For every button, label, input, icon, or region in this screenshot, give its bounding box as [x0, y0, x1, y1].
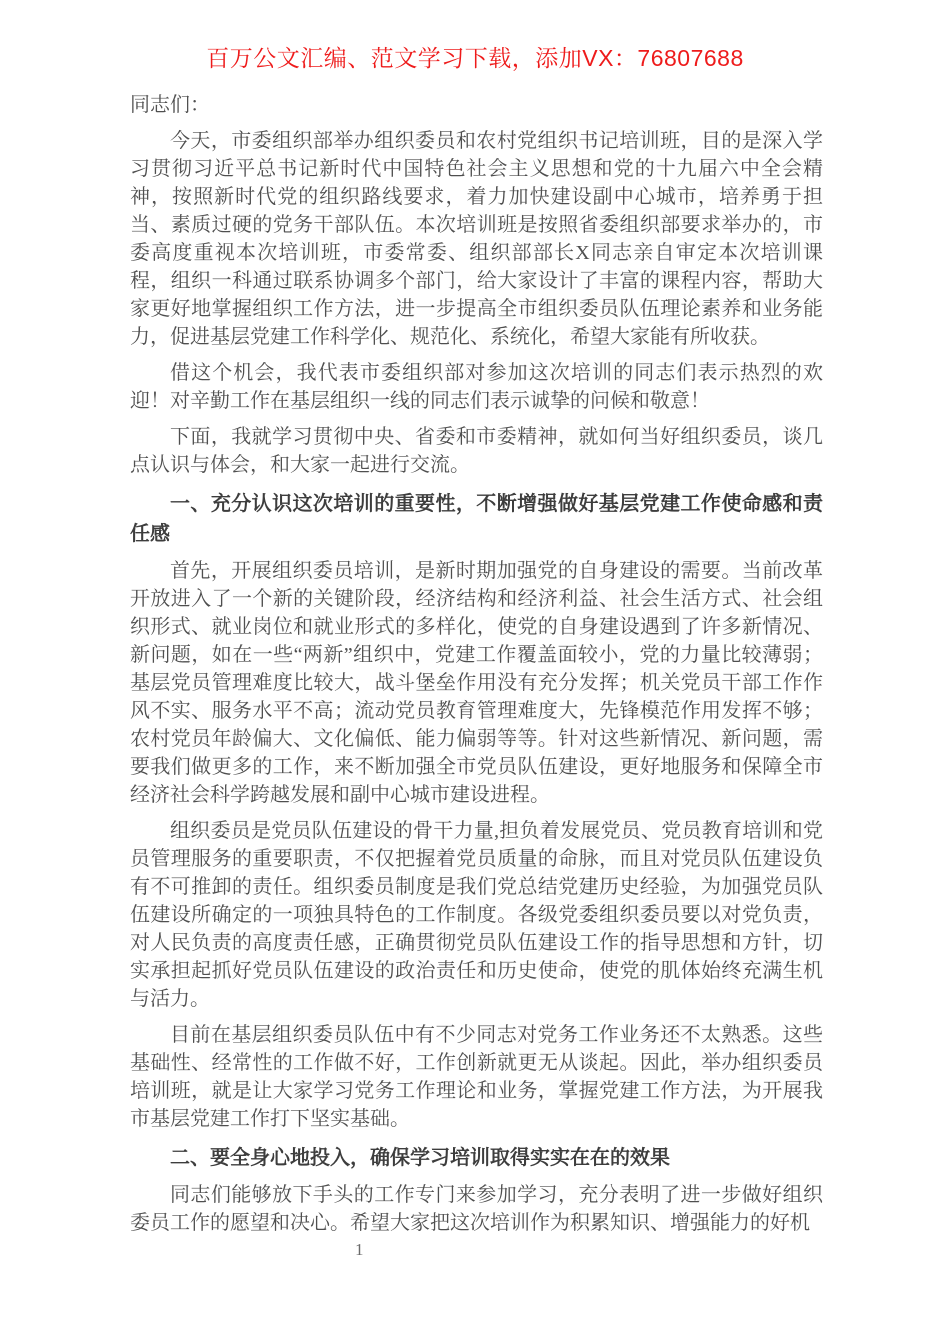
promo-banner: 百万公文汇编、范文学习下载，添加VX：76807688	[206, 45, 744, 71]
paragraph-opening: 今天，市委组织部举办组织委员和农村党组织书记培训班，目的是深入学习贯彻习近平总书记新时代中国特色社会主义思想和党的十九届六中全会精神，按照新时代党的组织路线要求，着力加快建设副中心城市，培养勇于担当、素质过硬的党务干部队伍。本次培训班是按照省委组织部要求举办的，市委高度重视本次培训班，市委常委、组织部部长X同志亲自审定本次培训课程，组织一科通过联系协调多个部门，给大家设计了丰富的课程内容，帮助大家更好地掌握组织工作方法，进一步提高全市组织委员队伍理论素养和业务能力，促进基层党建工作科学化、规范化、系统化，希望大家能有所收获。	[130, 130, 823, 348]
paragraph-welcome: 借这个机会，我代表市委组织部对参加这次培训的同志们表示热烈的欢迎！对辛勤工作在基层组织一线的同志们表示诚挚的问候和敬意！	[130, 362, 823, 412]
paragraph-dedication: 同志们能够放下手头的工作专门来参加学习，充分表明了进一步做好组织委员工作的愿望和决心。希望大家把这次培训作为积累知识、增强能力的好机	[130, 1184, 823, 1234]
paragraph-current-situation: 目前在基层组织委员队伍中有不少同志对党务工作业务还不太熟悉。这些基础性、经常性的工作做不好，工作创新就更无从谈起。因此，举办组织委员培训班，就是让大家学习党务工作理论和业务，掌握党建工作方法，为开展我市基层党建工作打下坚实基础。	[130, 1024, 823, 1130]
section-heading-2: 二、要全身心地投入，确保学习培训取得实实在在的效果	[170, 1147, 670, 1169]
paragraph-intro: 下面，我就学习贯彻中央、省委和市委精神，就如何当好组织委员，谈几点认识与体会，和大家一起进行交流。	[130, 426, 823, 476]
paragraph-committee-role: 组织委员是党员队伍建设的骨干力量,担负着发展党员、党员教育培训和党员管理服务的重要职责，不仅把握着党员质量的命脉，而且对党员队伍建设负有不可推卸的责任。组织委员制度是我们党总结党建历史经验，为加强党员队伍建设所确定的一项独具特色的工作制度。各级党委组织委员要以对党负责，对人民负责的高度责任感，正确贯彻党员队伍建设工作的指导思想和方针，切实承担起抓好党员队伍建设的政治责任和历史使命，使党的肌体始终充满生机与活力。	[130, 820, 823, 1010]
section-heading-1: 一、充分认识这次培训的重要性，不断增强做好基层党建工作使命感和责任感	[130, 493, 823, 545]
page-number: 1	[355, 1240, 364, 1259]
paragraph-first-point: 首先，开展组织委员培训，是新时期加强党的自身建设的需要。当前改革开放进入了一个新的关键阶段，经济结构和经济利益、社会生活方式、社会组织形式、就业岗位和就业形式的多样化，使党的自身建设遇到了许多新情况、新问题，如在一些“两新”组织中，党建工作覆盖面较小，党的力量比较薄弱；基层党员管理难度比较大，战斗堡垒作用没有充分发挥；机关党员干部工作作风不实、服务水平不高；流动党员教育管理难度大，先锋模范作用发挥不够；农村党员年龄偏大、文化偏低、能力偏弱等等。针对这些新情况、新问题，需要我们做更多的工作，来不断加强全市党员队伍建设，更好地服务和保障全市经济社会科学跨越发展和副中心城市建设进程。	[130, 560, 823, 806]
salutation: 同志们：	[130, 94, 210, 116]
document-body	[0, 73, 950, 1237]
